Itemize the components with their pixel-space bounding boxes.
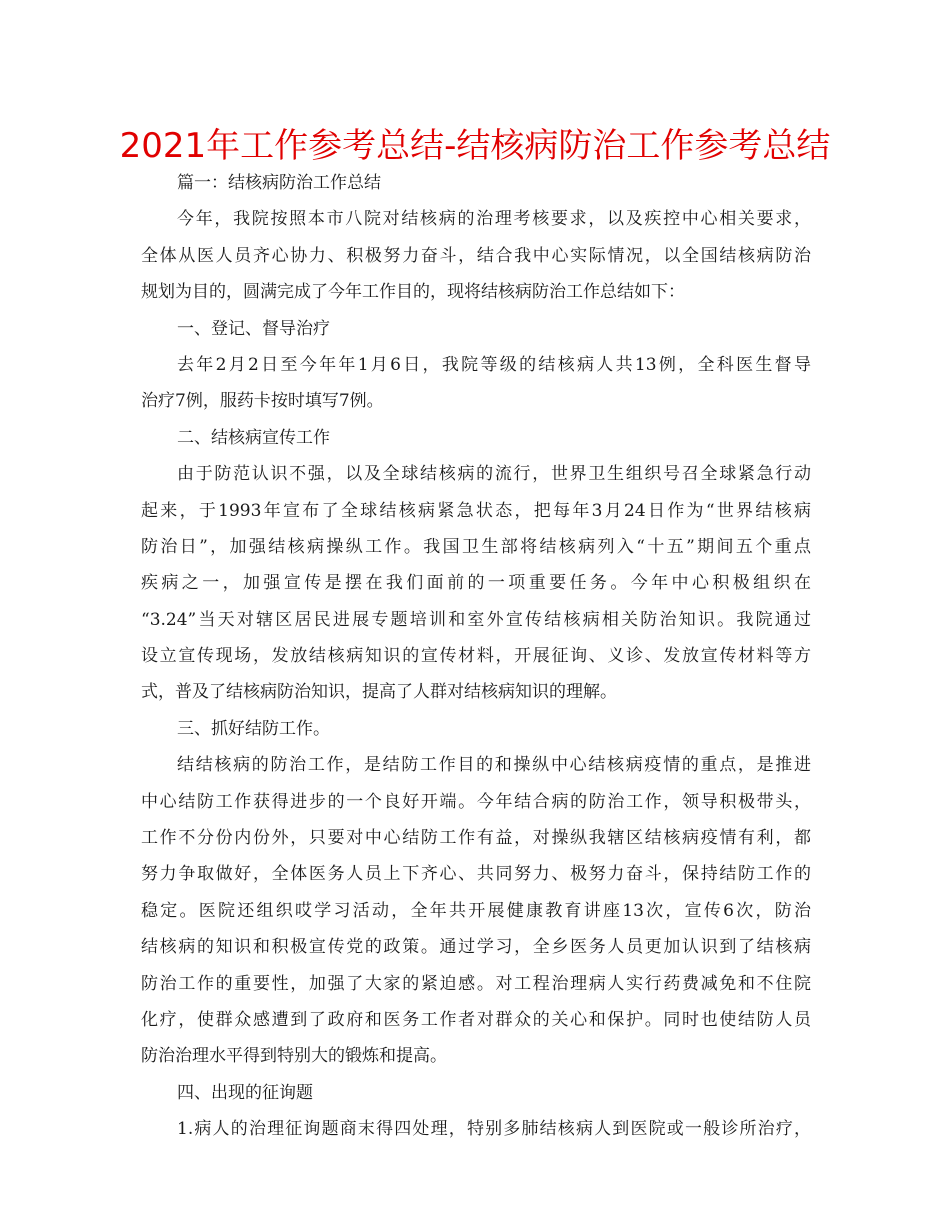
text-line: 中心结防工作获得进步的一个良好开端。今年结合病的防治工作，领导积极带头， <box>141 791 811 812</box>
text-line: 努力争取做好，全体医务人员上下齐心、共同努力、极努力奋斗，保持结防工作的 <box>141 864 811 885</box>
text-line: “3.24”当天对辖区居民进展专题培训和室外宣传结核病相关防治知识。我院通过 <box>141 609 811 630</box>
text-line: 式，普及了结核病防治知识，提高了人群对结核病知识的理解。 <box>141 682 617 703</box>
text-line: 起来，于1993年宣布了全球结核病紧急状态，把每年3月24日作为“世界结核病 <box>141 500 811 521</box>
document-title: 2021年工作参考总结-结核病防治工作参考总结 <box>119 126 831 166</box>
text-line: 去年2月2日至今年年1月6日，我院等级的结核病人共13例，全科医生督导 <box>177 354 811 375</box>
text-line: 由于防范认识不强，以及全球结核病的流行，世界卫生组织号召全球紧急行动 <box>177 464 811 485</box>
text-line: 三、抓好结防工作。 <box>177 718 330 739</box>
text-line: 化疗，使群众感遭到了政府和医务工作者对群众的关心和保护。同时也使结防人员 <box>141 1009 811 1030</box>
text-line: 全体从医人员齐心协力、积极努力奋斗，结合我中心实际情况，以全国结核病防治 <box>141 245 811 266</box>
text-line: 规划为目的，圆满完成了今年工作目的，现将结核病防治工作总结如下： <box>141 282 685 303</box>
text-line: 1.病人的治理征询题商末得四处理，特别多肺结核病人到医院或一般诊所治疗， <box>177 1119 811 1140</box>
text-line: 篇一：结核病防治工作总结 <box>177 173 381 193</box>
text-line: 四、出现的征询题 <box>177 1082 313 1103</box>
text-line: 二、结核病宣传工作 <box>177 427 330 448</box>
text-line: 治疗7例，服药卡按时填写7例。 <box>141 391 384 412</box>
text-line: 结核病的知识和积极宣传党的政策。通过学习，全乡医务人员更加认识到了结核病 <box>141 937 811 958</box>
text-line: 防治治理水平得到特别大的锻炼和提高。 <box>141 1046 447 1067</box>
text-line: 疾病之一，加强宣传是摆在我们面前的一项重要任务。今年中心积极组织在 <box>141 573 811 594</box>
text-line: 今年，我院按照本市八院对结核病的治理考核要求，以及疾控中心相关要求， <box>177 209 811 230</box>
text-line: 设立宣传现场，发放结核病知识的宣传材料，开展征询、义诊、发放宣传材料等方 <box>141 646 811 667</box>
text-line: 防治日”，加强结核病操纵工作。我国卫生部将结核病列入“十五”期间五个重点 <box>141 536 811 557</box>
document-body <box>141 165 811 1148</box>
text-line: 防治工作的重要性，加强了大家的紧迫感。对工程治理病人实行药费减免和不住院 <box>141 973 811 994</box>
text-line: 稳定。医院还组织哎学习活动，全年共开展健康教育讲座13次，宣传6次，防治 <box>141 900 811 921</box>
text-line: 工作不分份内份外，只要对中心结防工作有益，对操纵我辖区结核病疫情有利，都 <box>141 828 811 849</box>
text-line: 结结核病的防治工作，是结防工作目的和操纵中心结核病疫情的重点，是推进 <box>177 755 811 776</box>
text-line: 一、登记、督导治疗 <box>177 318 330 339</box>
